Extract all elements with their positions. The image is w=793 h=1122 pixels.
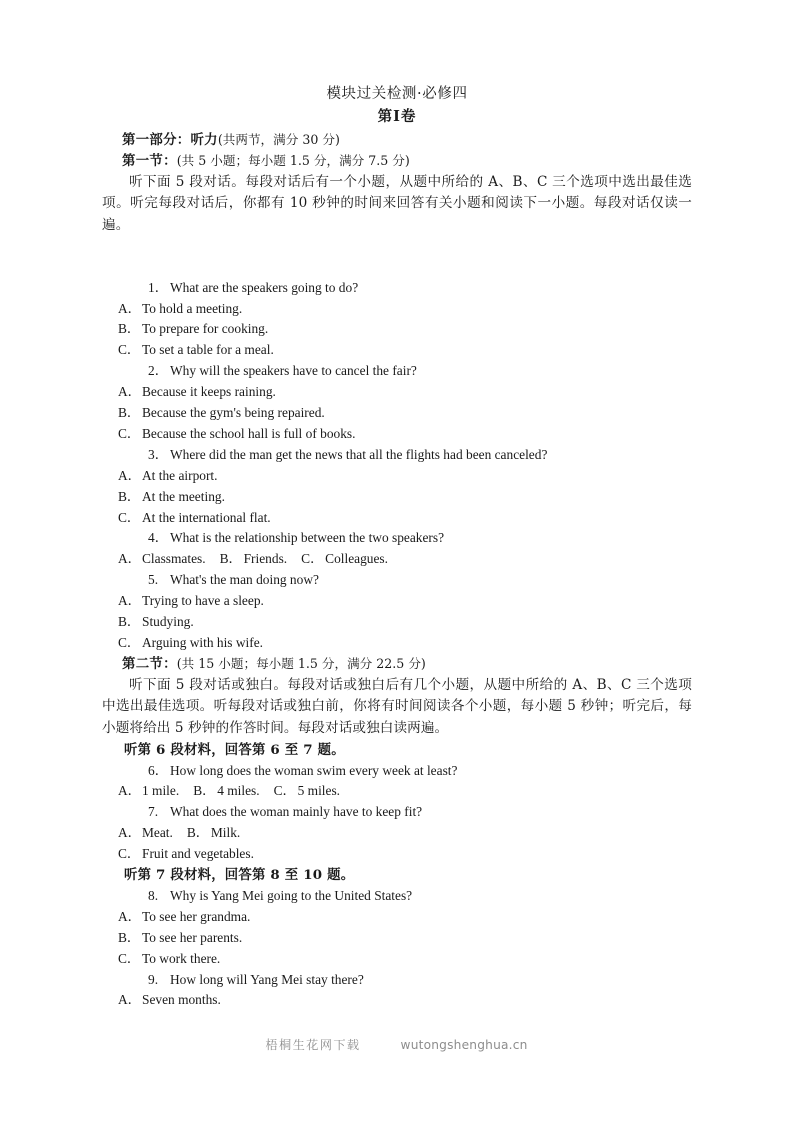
question-line (102, 528, 692, 549)
option-text: 1 mile. (142, 783, 180, 799)
option-text: Because the school hall is full of books. (142, 425, 356, 441)
option-label: B． (118, 929, 141, 945)
section-one-heading (102, 151, 692, 172)
option-label: B． (186, 825, 210, 841)
option-line[interactable] (102, 844, 692, 865)
option-text: Because the gym's being repaired. (142, 405, 325, 421)
material-heading: 听第 7 段材料，回答第 8 至 10 题。 (124, 867, 355, 884)
option-label: C． (118, 342, 141, 358)
option-line[interactable] (102, 949, 692, 970)
section-one-heading-paren: (共 5 小题；每小题 1.5 分，满分 7.5 分) (176, 152, 410, 168)
footer-site-url: wutongshenghua.cn (400, 1038, 528, 1052)
question-block (102, 802, 692, 865)
option-line[interactable] (102, 633, 692, 654)
option-inline[interactable] (220, 549, 288, 570)
option-label: B． (118, 614, 141, 630)
section-two-heading-paren: (共 15 小题；每小题 1.5 分，满分 22.5 分) (176, 655, 426, 671)
part-one-heading-paren: (共两节，满分 30 分) (217, 132, 340, 147)
option-text: At the airport. (142, 467, 218, 483)
material-group (102, 865, 692, 1011)
option-text: Arguing with his wife. (142, 635, 264, 650)
option-label: A． (118, 384, 142, 400)
option-text: To hold a meeting. (142, 300, 243, 316)
option-inline[interactable] (301, 549, 388, 570)
option-label: C． (273, 783, 296, 799)
option-label: B． (118, 488, 141, 504)
material-group (102, 740, 692, 865)
option-label: B． (118, 405, 141, 421)
option-text: To work there. (142, 950, 221, 966)
option-inline[interactable] (274, 781, 340, 802)
question-text: What's the man doing now? (170, 572, 319, 588)
option-label: A． (118, 825, 142, 841)
section-two-heading (102, 654, 692, 675)
option-label: A． (118, 992, 142, 1008)
option-text: Meat. (142, 825, 173, 841)
option-label: C． (118, 425, 141, 441)
option-text: Because it keeps raining. (142, 384, 276, 400)
question-line (102, 361, 692, 382)
content-spacer (102, 237, 692, 278)
part-one-heading (102, 130, 692, 151)
question-number: 1． (148, 279, 169, 295)
option-inline[interactable] (193, 781, 259, 802)
option-label: C． (118, 509, 141, 525)
option-text: At the meeting. (142, 488, 225, 504)
question-number: 3． (148, 446, 169, 462)
option-line[interactable] (102, 508, 692, 529)
question-line (102, 278, 692, 299)
question-text: How long will Yang Mei stay there? (170, 971, 364, 987)
paper-label: 第Ⅰ卷 (377, 108, 417, 125)
document-content (102, 84, 692, 1011)
option-line[interactable] (102, 990, 692, 1011)
question-line (102, 886, 692, 907)
question-block (102, 278, 692, 362)
option-label: A． (118, 300, 142, 316)
question-number: 7. (148, 804, 159, 820)
option-label: C． (118, 950, 141, 966)
question-text: Where did the man get the news that all the flights had been canceled? (170, 446, 548, 462)
section-two-instruction: 听下面 5 段对话或独白。每段对话或独白后有几个小题，从题中所给的 A、B、C 三个选项中选出最佳选项。听每段对话或独白前，你将有时间阅读各个小题，每小题 5 秒钟；听完后，每小题将给出 5 秒钟的作答时间。每段对话或独白读两遍。 (102, 676, 692, 736)
option-label: A． (118, 551, 142, 567)
option-text: Seven months. (142, 992, 221, 1008)
option-text: To see her grandma. (142, 908, 251, 924)
option-label: A． (118, 593, 142, 609)
question-line (102, 761, 692, 782)
question-number: 2． (148, 363, 169, 379)
option-label: C． (118, 846, 141, 862)
option-row-inline[interactable] (102, 781, 692, 802)
question-block (102, 570, 692, 654)
option-text: Colleagues. (325, 551, 388, 567)
option-text: Trying to have a sleep. (142, 593, 264, 609)
option-line[interactable] (102, 424, 692, 445)
option-text: Friends. (243, 551, 288, 567)
option-row-inline[interactable] (102, 549, 692, 570)
option-label: B． (219, 551, 242, 567)
option-text: To set a table for a meal. (142, 342, 274, 358)
question-number: 6． (148, 762, 169, 778)
question-line (102, 802, 692, 823)
option-text: 4 miles. (217, 783, 260, 799)
question-block (102, 761, 692, 803)
question-line (102, 570, 692, 591)
question-text: What are the speakers going to do? (170, 279, 359, 295)
option-line[interactable] (102, 403, 692, 424)
question-text: What does the woman mainly have to keep fit? (170, 804, 423, 820)
question-line (102, 445, 692, 466)
option-row-inline[interactable] (102, 823, 692, 844)
document-title: 模块过关检测·必修四 (326, 86, 468, 102)
option-label: C． (301, 551, 324, 567)
option-text: To prepare for cooking. (142, 321, 269, 337)
option-text: Studying. (142, 614, 194, 630)
option-line[interactable] (102, 487, 692, 508)
question-block (102, 361, 692, 445)
option-label: B． (193, 783, 216, 799)
option-line[interactable] (102, 382, 692, 403)
question-line (102, 970, 692, 991)
section-one-heading-bold: 第一节： (122, 152, 177, 169)
option-line[interactable] (102, 907, 692, 928)
question-text: How long does the woman swim every week at least? (170, 762, 458, 778)
option-label: C． (118, 635, 141, 650)
question-text: Why is Yang Mei going to the United States? (170, 887, 413, 903)
option-text: 5 miles. (297, 783, 341, 799)
option-text: Milk. (210, 825, 241, 841)
option-line[interactable] (102, 612, 692, 633)
question-block (102, 886, 692, 970)
question-block (102, 528, 692, 570)
option-line[interactable] (102, 340, 692, 361)
option-label: A． (118, 783, 142, 799)
option-inline[interactable] (187, 823, 240, 844)
section-two-heading-bold: 第二节： (122, 655, 177, 672)
option-line[interactable] (102, 466, 692, 487)
footer-watermark (0, 1036, 793, 1054)
section-one-instruction: 听下面 5 段对话。每段对话后有一个小题，从题中所给的 A、B、C 三个选项中选出最佳选项。听完每段对话后，你都有 10 秒钟的时间来回答有关小题和阅读下一小题。每段对话仅读一遍。 (102, 173, 692, 233)
option-line[interactable] (102, 299, 692, 320)
question-number: 9. (148, 971, 159, 987)
question-text: What is the relationship between the two speakers? (170, 530, 445, 546)
option-text: At the international flat. (142, 509, 271, 525)
option-text: To see her parents. (142, 929, 243, 945)
option-line[interactable] (102, 591, 692, 612)
footer-site-cn: 梧桐生花网下载 (265, 1038, 361, 1052)
option-label: A． (118, 908, 142, 924)
question-block (102, 445, 692, 529)
option-label: A． (118, 467, 142, 483)
option-text: Classmates. (142, 551, 206, 567)
question-number: 8. (148, 887, 159, 903)
material-heading: 听第 6 段材料，回答第 6 至 7 题。 (124, 741, 345, 758)
question-number: 5. (148, 572, 159, 588)
question-block (102, 970, 692, 1012)
part-one-heading-bold: 第一部分：听力 (122, 132, 218, 148)
option-line[interactable] (102, 319, 692, 340)
option-line[interactable] (102, 928, 692, 949)
option-label: B． (118, 321, 141, 337)
question-number: 4． (148, 530, 169, 546)
section-one-question-list (102, 278, 692, 654)
option-text: Fruit and vegetables. (142, 846, 254, 862)
question-text: Why will the speakers have to cancel the fair? (170, 363, 417, 379)
